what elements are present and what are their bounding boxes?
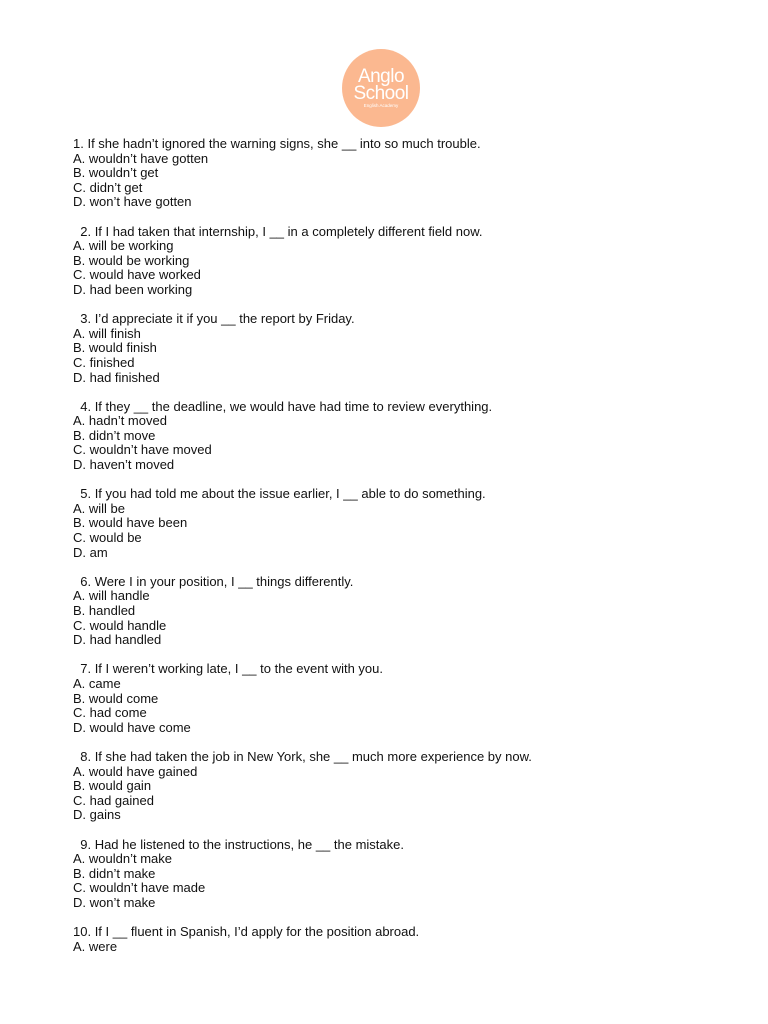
question-text: Were I in your position, I __ things differently.	[94, 573, 354, 589]
answer-option: C. had come	[73, 705, 147, 721]
question-number: 10.	[73, 924, 95, 940]
question-10	[73, 925, 733, 954]
answer-option: D. gains	[73, 807, 121, 823]
quiz-questions	[73, 137, 733, 969]
question-4	[73, 400, 733, 473]
answer-option: B. would gain	[73, 778, 152, 794]
question-6	[73, 575, 733, 648]
answer-option: C. finished	[73, 354, 135, 370]
answer-option: A. will finish	[73, 325, 141, 341]
answer-option: C. wouldn’t have made	[73, 880, 206, 896]
question-9	[73, 838, 733, 911]
question-number: 5.	[73, 486, 95, 502]
question-text: If you had told me about the issue earlier, I __ able to do something.	[94, 486, 486, 502]
question-text: If she hadn’t ignored the warning signs, she __ into so much trouble.	[87, 136, 481, 151]
answer-option: D. won’t have gotten	[73, 194, 192, 210]
question-text: If I had taken that internship, I __ in a completely different field now.	[94, 223, 483, 239]
answer-option: A. will be	[73, 500, 126, 516]
answer-option: B. wouldn’t get	[73, 165, 159, 181]
answer-option: A. will handle	[73, 588, 150, 604]
question-text: If I __ fluent in Spanish, I’d apply for the position abroad.	[94, 924, 420, 940]
answer-option: B. would be working	[73, 252, 190, 268]
question-text: Had he listened to the instructions, he __ the mistake.	[94, 836, 404, 852]
answer-option: A. wouldn’t make	[73, 851, 172, 867]
question-number: 1.	[73, 136, 88, 151]
question-1	[73, 137, 733, 210]
question-stem	[73, 925, 733, 940]
question-text: If they __ the deadline, we would have had time to review everything.	[94, 398, 493, 414]
answer-option: D. haven’t moved	[73, 457, 175, 473]
question-stem	[73, 662, 733, 677]
answer-option: B. didn’t move	[73, 427, 156, 443]
answer-option: D. had been working	[73, 281, 193, 297]
answer-option: B. didn’t make	[73, 865, 156, 881]
question-text: If she had taken the job in New York, she __ much more experience by now.	[94, 748, 532, 764]
answer-option: C. would have worked	[73, 267, 201, 283]
question-stem	[73, 750, 733, 765]
answer-option: D. had handled	[73, 632, 162, 648]
logo-line-anglo: Anglo	[357, 66, 405, 87]
answer-option: A. hadn’t moved	[73, 413, 167, 429]
answer-option: B. handled	[73, 603, 136, 618]
answer-option: A. would have gained	[73, 763, 198, 779]
answer-option: C. would handle	[73, 617, 167, 633]
question-text: I’d appreciate it if you __ the report by Friday.	[94, 311, 355, 327]
question-number: 4.	[73, 398, 95, 414]
question-3	[73, 312, 733, 385]
answer-option: A. will be working	[73, 238, 174, 254]
question-number: 6.	[73, 573, 95, 589]
question-number: 8.	[73, 748, 95, 764]
answer-option: C. had gained	[73, 792, 154, 808]
question-text: If I weren’t working late, I __ to the event with you.	[94, 661, 384, 677]
question-number: 7.	[73, 661, 95, 677]
answer-option: D. won’t make	[73, 894, 156, 910]
question-5	[73, 487, 733, 560]
question-stem	[73, 487, 733, 502]
question-stem	[73, 575, 733, 590]
question-stem	[73, 312, 733, 327]
answer-option: A. wouldn’t have gotten	[73, 150, 209, 166]
question-stem	[73, 838, 733, 853]
question-7	[73, 662, 733, 735]
question-number: 9.	[73, 836, 95, 852]
question-stem	[73, 400, 733, 415]
answer-option: B. would finish	[73, 340, 157, 356]
answer-option: C. would be	[73, 530, 142, 546]
answer-option: D. had finished	[73, 369, 160, 385]
question-8	[73, 750, 733, 823]
question-stem	[73, 225, 733, 240]
logo-tagline: English Academy	[363, 103, 399, 108]
anglo-school-logo	[342, 49, 420, 127]
question-2	[73, 225, 733, 298]
question-number: 2.	[73, 223, 95, 239]
answer-option: D. am	[73, 544, 108, 560]
question-stem	[73, 137, 733, 152]
answer-option: A. came	[73, 675, 121, 691]
answer-option: B. would have been	[73, 515, 188, 531]
answer-option: C. wouldn’t have moved	[73, 442, 212, 458]
answer-option: B. would come	[73, 690, 159, 706]
answer-option: C. didn’t get	[73, 179, 143, 195]
answer-option: A. were	[73, 938, 118, 954]
answer-option: D. would have come	[73, 719, 191, 735]
logo-line-school: School	[353, 83, 409, 104]
question-number: 3.	[73, 311, 95, 327]
